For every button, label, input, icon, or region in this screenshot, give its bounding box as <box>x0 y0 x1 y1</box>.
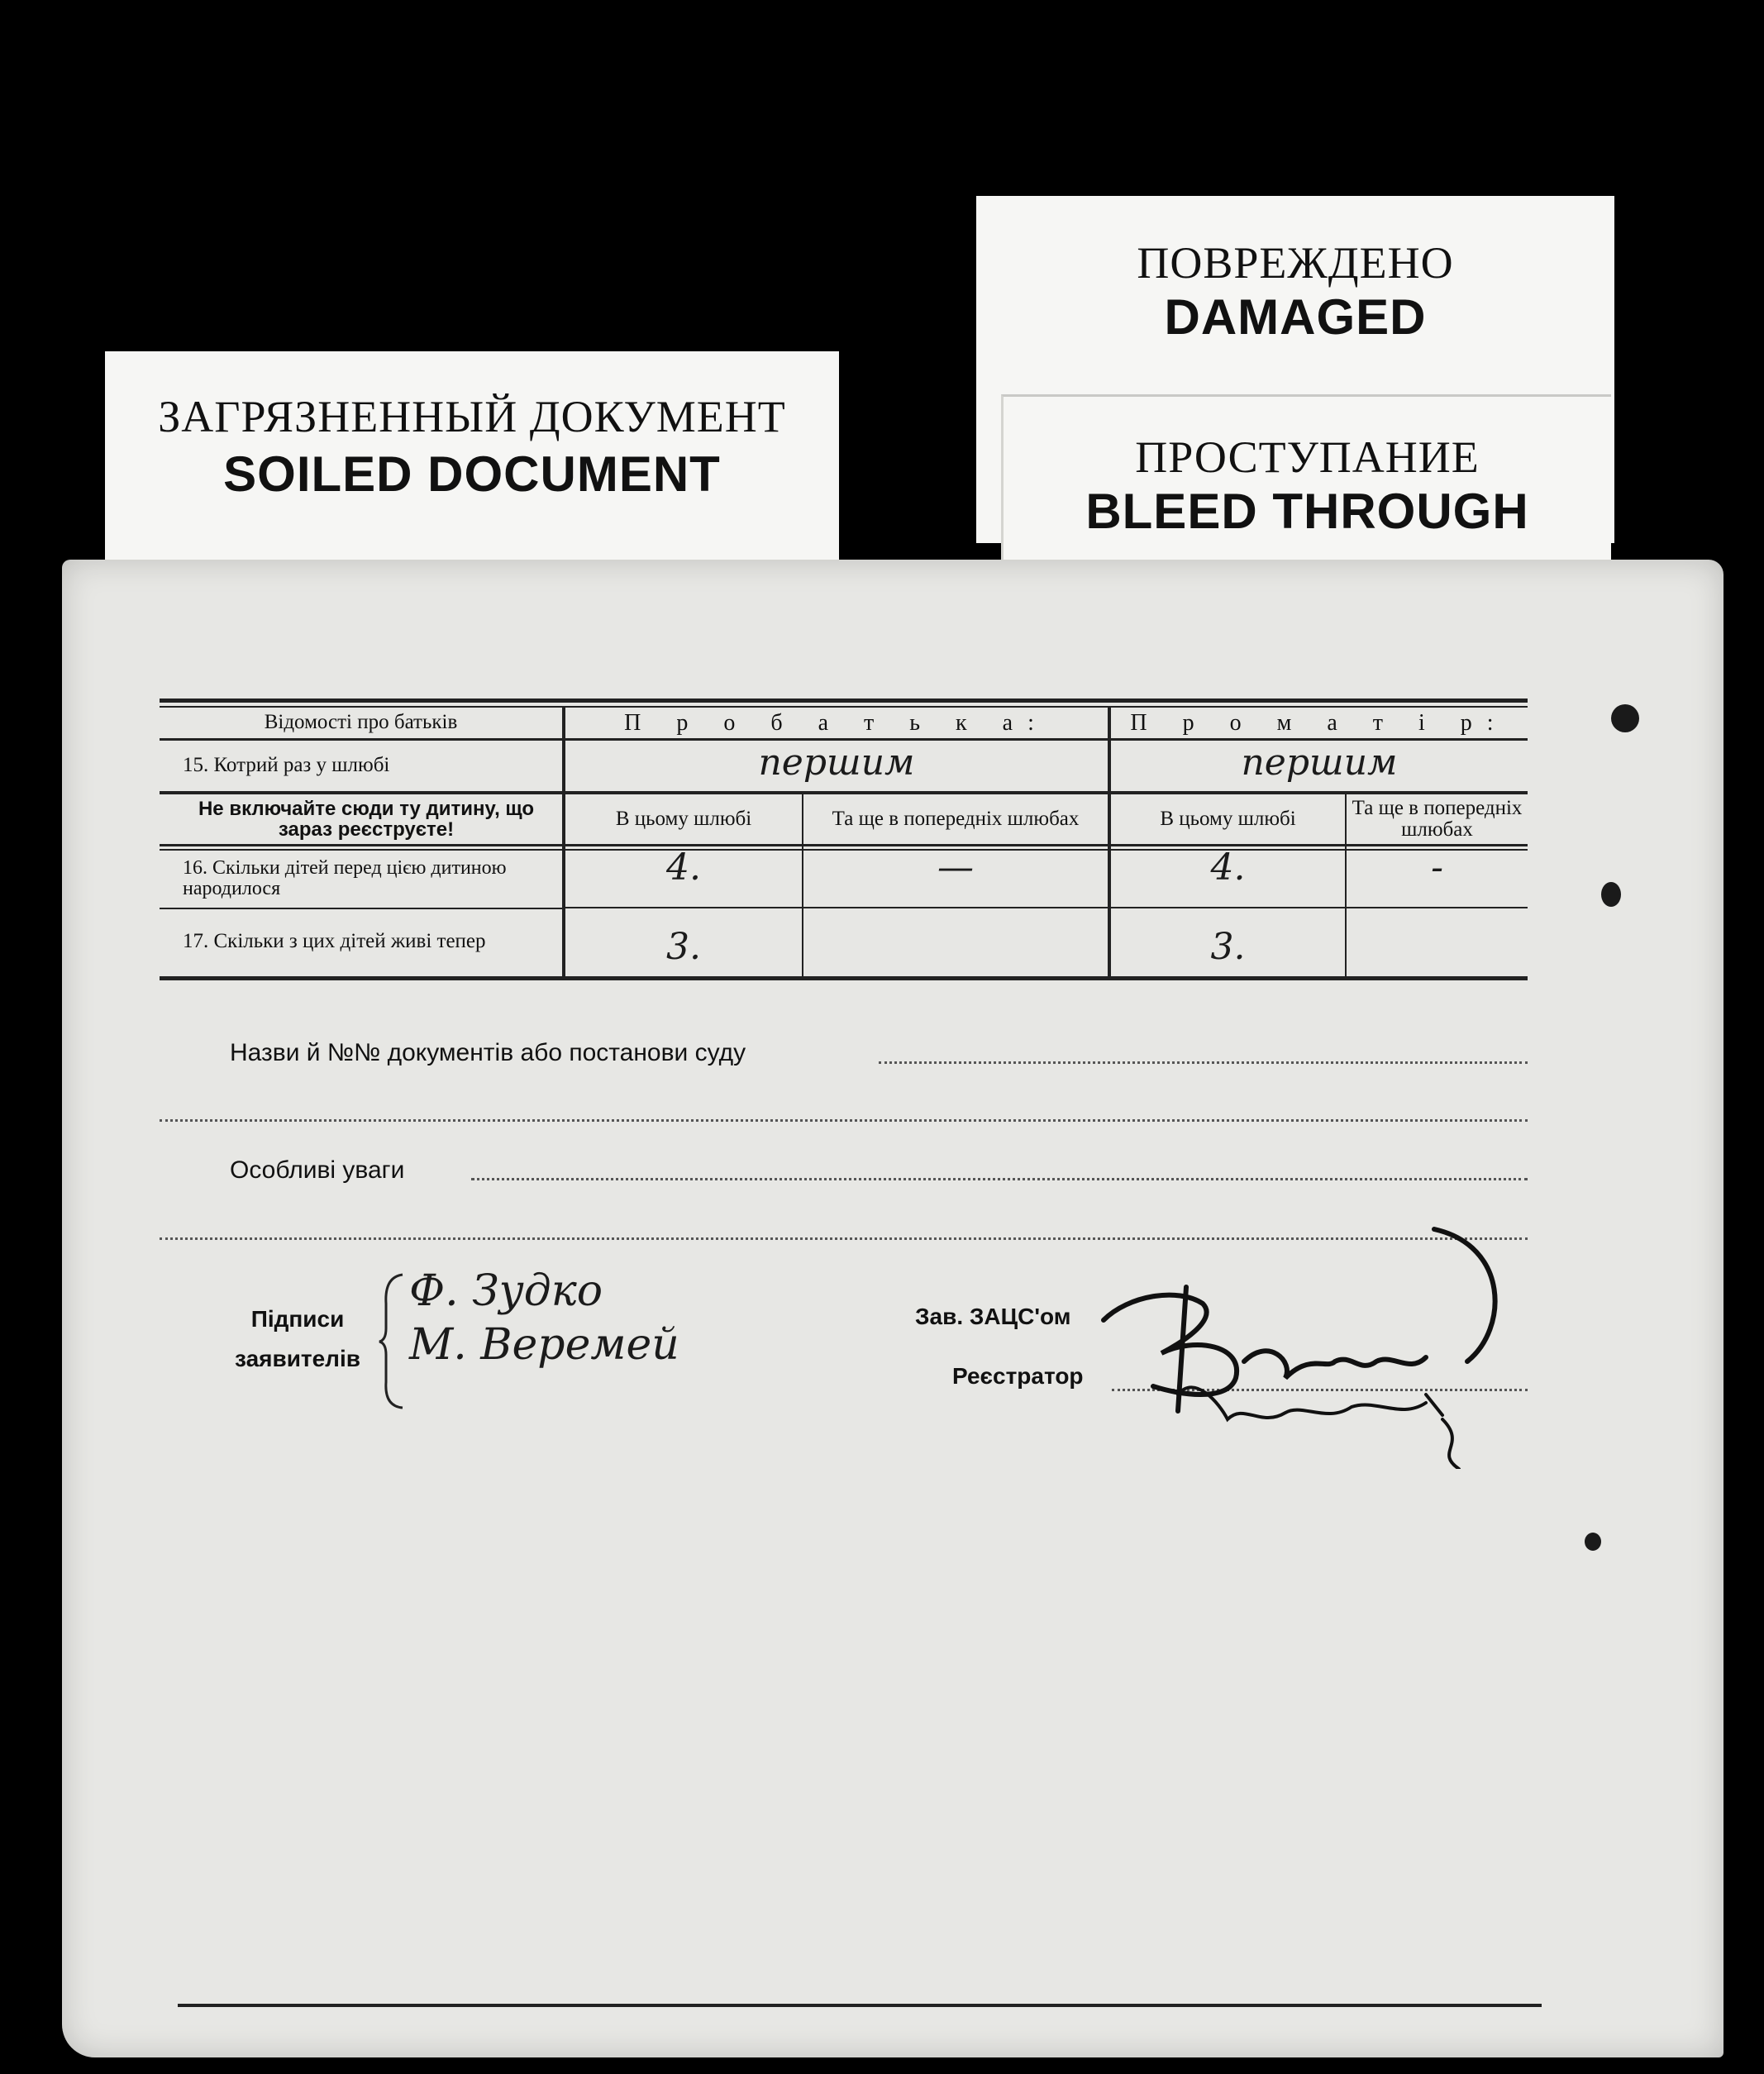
soiled-document-label-card <box>105 351 839 566</box>
zags-head-label: Зав. ЗАЦС'ом <box>915 1304 1071 1329</box>
row17-mother-current: 3. <box>1210 925 1246 968</box>
header-parents-info: Відомості про батьків <box>264 711 458 734</box>
subheader-father-previous: Та ще в попередніх шлюбах <box>832 807 1080 830</box>
row15-father-value: першим <box>758 741 915 784</box>
binding-hole <box>1601 882 1621 907</box>
brace-icon <box>376 1271 409 1411</box>
row17-father-current: 3. <box>666 925 701 968</box>
bleed-through-label-card <box>1001 394 1611 562</box>
row16-father-current: 4. <box>666 846 701 889</box>
documents-field-line-2 <box>160 1119 1528 1122</box>
header-about-father: П р о б а т ь к а: <box>624 709 1049 736</box>
row16-father-previous: — <box>937 846 974 889</box>
damaged-label-ru: ПОВРЕЖДЕНО <box>1137 238 1454 288</box>
subheader-mother-previous: Та ще в попередніх шлюбах <box>1352 796 1523 841</box>
row16-mother-current: 4. <box>1210 846 1246 889</box>
header-about-mother: П р о м а т і р: <box>1130 709 1509 736</box>
soiled-label-en: SOILED DOCUMENT <box>223 446 721 502</box>
table-rule <box>565 907 1528 908</box>
table-rule <box>160 976 1528 980</box>
parents-info-table <box>160 698 1528 1013</box>
row16-label: 16. Скільки дітей перед цією дитиною народилося <box>183 856 507 899</box>
registrar-label: Реєстратор <box>952 1363 1084 1389</box>
row17-label: 17. Скільки з цих дітей живі тепер <box>183 929 486 952</box>
table-rule <box>160 844 1528 846</box>
bleed-through-label-ru: ПРОСТУПАНИЕ <box>1135 432 1480 482</box>
subheader-mother-current: В цьому шлюбі <box>1160 807 1296 830</box>
notes-field-label: Особливі уваги <box>230 1156 405 1184</box>
bleed-through-label-en: BLEED THROUGH <box>1085 484 1529 539</box>
official-signatures-handwriting <box>1079 1196 1542 1469</box>
binding-hole <box>1585 1533 1601 1551</box>
row16-mother-previous: - <box>1431 846 1443 889</box>
subheader-exclude-note: Не включайте сюди ту дитину, що зараз реєструєте! <box>198 797 535 841</box>
document-page <box>62 560 1723 2057</box>
applicant-1-signature: Ф. Зудко <box>409 1266 603 1316</box>
documents-field-label: Назви й №№ документів або постанови суду <box>230 1039 746 1066</box>
bottom-rule <box>178 2004 1542 2007</box>
binding-hole <box>1611 704 1639 732</box>
damaged-label-en: DAMAGED <box>1164 289 1427 345</box>
notes-field-line <box>471 1178 1528 1180</box>
soiled-label-ru: ЗАГРЯЗНЕННЫЙ ДОКУМЕНТ <box>158 392 786 441</box>
table-rule <box>160 698 1528 703</box>
applicants-signatures-label: Підписи заявителів <box>235 1306 360 1371</box>
documents-field-line <box>879 1061 1528 1064</box>
row15-label: 15. Котрий раз у шлюбі <box>183 754 390 777</box>
applicant-2-signature: М. Веремей <box>409 1320 679 1370</box>
row15-mother-value: першим <box>1241 741 1398 784</box>
subheader-father-current: В цьому шлюбі <box>615 807 752 830</box>
